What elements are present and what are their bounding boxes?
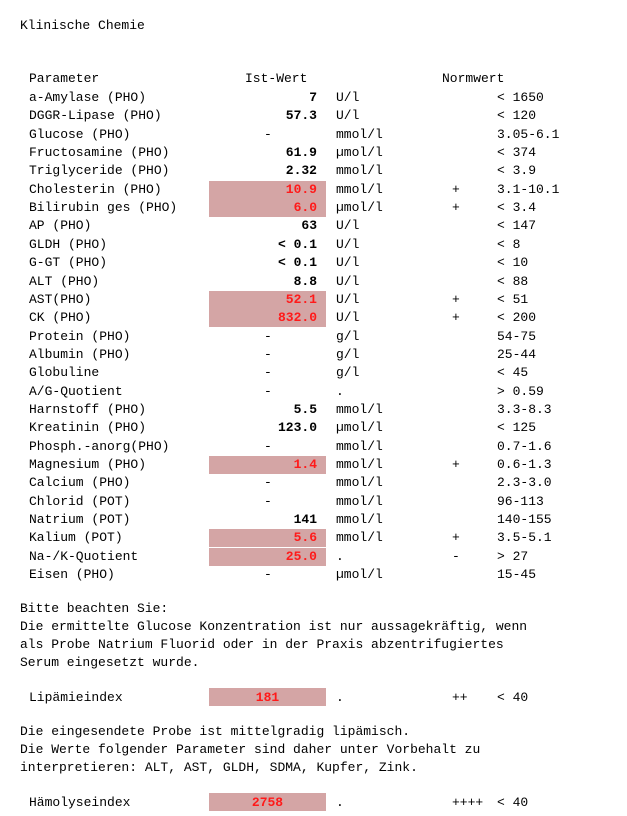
parameter-name: AST(PHO) <box>29 292 92 307</box>
parameter-name: Magnesium (PHO) <box>29 457 147 472</box>
result-unit: U/l <box>336 218 360 233</box>
hemolysis-normal: < 40 <box>497 795 529 810</box>
parameter-name: AP (PHO) <box>29 218 92 233</box>
result-unit: µmol/l <box>336 567 383 582</box>
parameter-name: Eisen (PHO) <box>29 567 115 582</box>
result-unit: mmol/l <box>336 457 383 472</box>
note-line: Bitte beachten Sie: <box>20 601 169 616</box>
parameter-name: Kreatinin (PHO) <box>29 420 147 435</box>
result-value: - <box>264 365 272 380</box>
result-unit: U/l <box>336 90 360 105</box>
note-line: Die ermittelte Glucose Konzentration ist nur aussagekräftig, wenn <box>20 619 528 634</box>
parameter-name: Triglyceride (PHO) <box>29 163 170 178</box>
normal-range: < 3.9 <box>497 163 537 178</box>
parameter-name: Natrium (POT) <box>29 512 131 527</box>
parameter-name: GLDH (PHO) <box>29 237 108 252</box>
result-unit: g/l <box>336 329 360 344</box>
normal-range: > 0.59 <box>497 384 544 399</box>
parameter-name: Protein (PHO) <box>29 329 131 344</box>
result-unit: U/l <box>336 274 360 289</box>
result-value: 6.0 <box>293 200 317 215</box>
parameter-name: Chlorid (POT) <box>29 494 131 509</box>
lipemia-unit: . <box>336 690 344 705</box>
result-value: - <box>264 127 272 142</box>
normal-range: 15-45 <box>497 567 537 582</box>
result-value: 1.4 <box>293 457 317 472</box>
result-flag: - <box>452 549 460 564</box>
normal-range: > 27 <box>497 549 529 564</box>
normal-range: < 45 <box>497 365 529 380</box>
normal-range: 3.3-8.3 <box>497 402 552 417</box>
parameter-name: Calcium (PHO) <box>29 475 131 490</box>
result-unit: U/l <box>336 292 360 307</box>
normal-range: 0.6-1.3 <box>497 457 552 472</box>
normal-range: 3.1-10.1 <box>497 182 560 197</box>
result-unit: g/l <box>336 365 360 380</box>
result-value: 57.3 <box>285 108 317 123</box>
parameter-name: Glucose (PHO) <box>29 127 131 142</box>
parameter-name: a-Amylase (PHO) <box>29 90 147 105</box>
normal-range: 0.7-1.6 <box>497 439 552 454</box>
normal-range: < 3.4 <box>497 200 537 215</box>
header-value: Ist-Wert <box>245 71 308 86</box>
result-unit: µmol/l <box>336 200 383 215</box>
normal-range: < 147 <box>497 218 537 233</box>
result-value: - <box>264 347 272 362</box>
parameter-name: Albumin (PHO) <box>29 347 131 362</box>
page-title: Klinische Chemie <box>20 18 145 33</box>
result-unit: mmol/l <box>336 402 383 417</box>
result-unit: mmol/l <box>336 494 383 509</box>
hemolysis-flag: ++++ <box>452 795 484 810</box>
parameter-name: Na-/K-Quotient <box>29 549 139 564</box>
result-unit: . <box>336 549 344 564</box>
parameter-name: Kalium (POT) <box>29 530 123 545</box>
result-flag: + <box>452 200 460 215</box>
normal-range: < 8 <box>497 237 521 252</box>
normal-range: < 200 <box>497 310 537 325</box>
result-unit: mmol/l <box>336 163 383 178</box>
result-value: 61.9 <box>285 145 317 160</box>
hemolysis-name: Hämolyseindex <box>29 795 131 810</box>
parameter-name: Globuline <box>29 365 100 380</box>
result-value: 52.1 <box>285 292 317 307</box>
result-value: - <box>264 439 272 454</box>
note-line: Die eingesendete Probe ist mittelgradig lipämisch. <box>20 724 411 739</box>
result-value: 25.0 <box>285 549 317 564</box>
result-unit: mmol/l <box>336 530 383 545</box>
result-unit: mmol/l <box>336 127 383 142</box>
result-value: - <box>264 384 272 399</box>
normal-range: < 1650 <box>497 90 544 105</box>
result-value: 7 <box>309 90 317 105</box>
note-line: Die Werte folgender Parameter sind daher unter Vorbehalt zu <box>20 742 481 757</box>
lipemia-name: Lipämieindex <box>29 690 123 705</box>
result-value: - <box>264 329 272 344</box>
normal-range: 96-113 <box>497 494 544 509</box>
result-value: 5.6 <box>293 530 317 545</box>
normal-range: 25-44 <box>497 347 537 362</box>
normal-range: 54-75 <box>497 329 537 344</box>
result-value: < 0.1 <box>277 255 317 270</box>
note-line: Serum eingesetzt wurde. <box>20 655 200 670</box>
result-value: 5.5 <box>293 402 317 417</box>
result-unit: U/l <box>336 255 360 270</box>
normal-range: < 10 <box>497 255 529 270</box>
result-value: - <box>264 494 272 509</box>
parameter-name: Cholesterin (PHO) <box>29 182 162 197</box>
result-unit: U/l <box>336 108 360 123</box>
note-line: interpretieren: ALT, AST, GLDH, SDMA, Kupfer, Zink. <box>20 760 418 775</box>
parameter-name: ALT (PHO) <box>29 274 100 289</box>
result-value: 123.0 <box>277 420 317 435</box>
normal-range: < 51 <box>497 292 529 307</box>
hemolysis-unit: . <box>336 795 344 810</box>
header-normal: Normwert <box>442 71 505 86</box>
result-unit: mmol/l <box>336 512 383 527</box>
result-value: 2.32 <box>285 163 317 178</box>
result-unit: mmol/l <box>336 439 383 454</box>
result-unit: g/l <box>336 347 360 362</box>
parameter-name: G-GT (PHO) <box>29 255 108 270</box>
result-value: 832.0 <box>277 310 317 325</box>
parameter-name: DGGR-Lipase (PHO) <box>29 108 162 123</box>
result-value: - <box>264 475 272 490</box>
result-flag: + <box>452 182 460 197</box>
result-flag: + <box>452 310 460 325</box>
result-value: 63 <box>301 218 317 233</box>
normal-range: 2.3-3.0 <box>497 475 552 490</box>
result-unit: mmol/l <box>336 475 383 490</box>
parameter-name: Phosph.-anorg(PHO) <box>29 439 170 454</box>
parameter-name: CK (PHO) <box>29 310 92 325</box>
note-line: als Probe Natrium Fluorid oder in der Praxis abzentrifugiertes <box>20 637 504 652</box>
normal-range: < 88 <box>497 274 529 289</box>
parameter-name: Harnstoff (PHO) <box>29 402 147 417</box>
result-unit: U/l <box>336 237 360 252</box>
header-parameter: Parameter <box>29 71 100 86</box>
normal-range: < 374 <box>497 145 537 160</box>
result-unit: mmol/l <box>336 182 383 197</box>
result-value: 141 <box>293 512 317 527</box>
normal-range: 140-155 <box>497 512 552 527</box>
lipemia-normal: < 40 <box>497 690 529 705</box>
result-unit: . <box>336 384 344 399</box>
result-unit: U/l <box>336 310 360 325</box>
lipemia-flag: ++ <box>452 690 468 705</box>
result-value: < 0.1 <box>277 237 317 252</box>
normal-range: 3.05-6.1 <box>497 127 560 142</box>
normal-range: < 120 <box>497 108 537 123</box>
normal-range: < 125 <box>497 420 537 435</box>
parameter-name: A/G-Quotient <box>29 384 123 399</box>
result-flag: + <box>452 292 460 307</box>
normal-range: 3.5-5.1 <box>497 530 552 545</box>
result-value: - <box>264 567 272 582</box>
result-unit: µmol/l <box>336 420 383 435</box>
lipemia-value: 181 <box>255 690 280 705</box>
result-value: 8.8 <box>293 274 317 289</box>
parameter-name: Bilirubin ges (PHO) <box>29 200 178 215</box>
result-unit: µmol/l <box>336 145 383 160</box>
result-flag: + <box>452 530 460 545</box>
result-value: 10.9 <box>285 182 317 197</box>
hemolysis-value: 2758 <box>251 795 284 810</box>
result-flag: + <box>452 457 460 472</box>
parameter-name: Fructosamine (PHO) <box>29 145 170 160</box>
